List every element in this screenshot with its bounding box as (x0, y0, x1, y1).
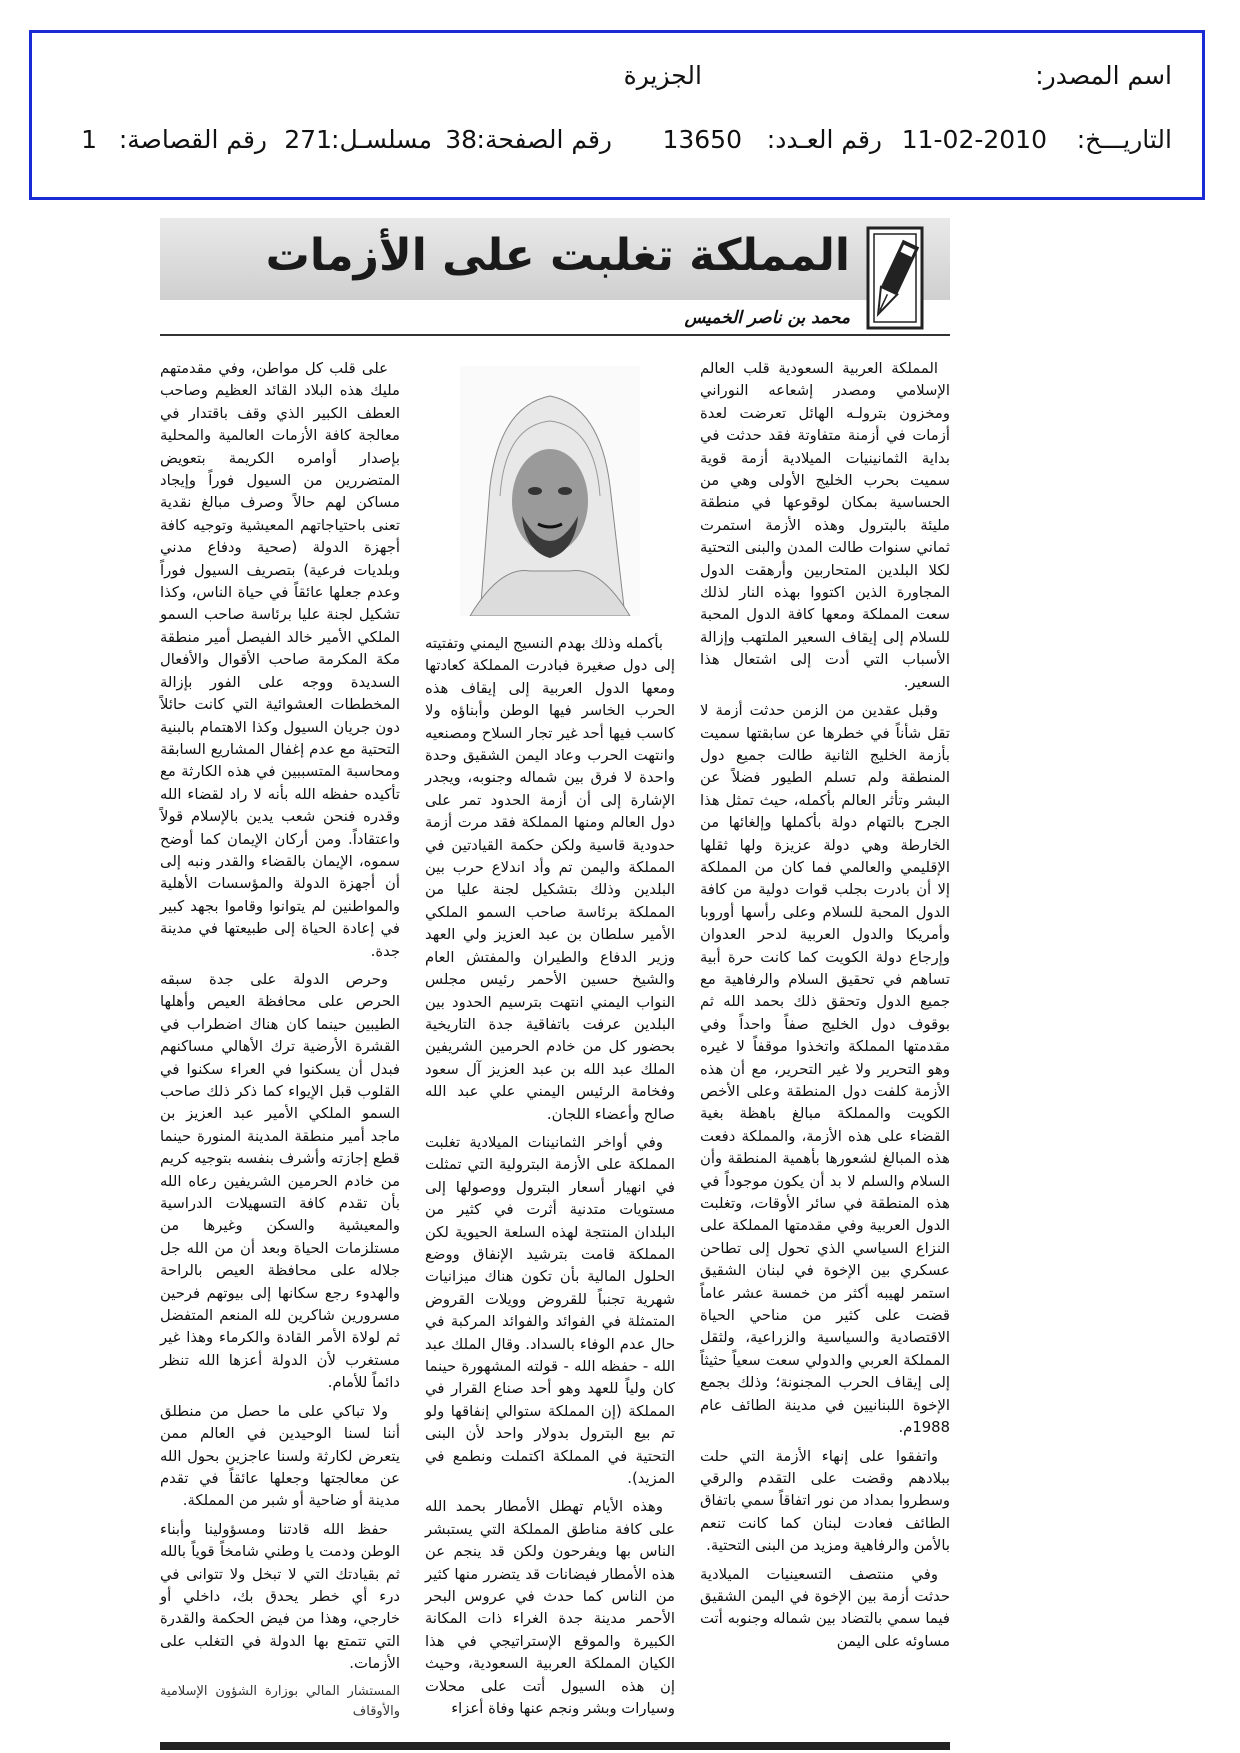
paragraph: وحرص الدولة على جدة سبقه الحرص على محافظة العيص وأهلها الطيبين حينما كان هناك اضطراب في القشرة الأرضية ترك الأهالي مساكنهم فبدل أن يسكنوا في العراء سكنوا في القلوب قبل الإيواء كما ذكر ذلك صاحب السمو الملكي الأمير عبد العزيز بن ماجد أمير منطقة المدينة المنورة حينما قطع إجازته وأشرف بنفسه بتوجيه كريم من خادم الحرمين الشريفين رعاه الله بأن تقدم كافة التسهيلات الدراسية والمعيشية والسكن وغيرها من مستلزمات الحياة وبعد أن من الله جل جلاله على محافظة العيص بالراحة والهدوء رجع سكانها إلى بيوتهم فرحين مسرورين شاكرين لله المنعم المتفضل ثم لولاة الأمر القادة والكرماء وهذا غير مستغرب لأن الدولة أعزها الله تنظر دائماً للأمام. (160, 970, 400, 1392)
clip-label: رقم القصاصة: (118, 125, 267, 154)
serial-value: 271 (284, 125, 332, 154)
column-middle (425, 633, 675, 1727)
paragraph: على قلب كل مواطن، وفي مقدمتهم مليك هذه البلاد القائد العظيم وصاحب العطف الكبير الذي وقف باقتدار في معالجة كافة الأزمات العالمية والمحلية بإصدار أوامره الكريمة بتعويض المتضررين من السيول فوراً وإيجاد مساكن لهم حالاً وصرف مبالغ نقدية تعنى باحتياجاتهم المعيشية وتوجيه كافة أجهزة الدولة (صحية ودفاع مدني وبلديات فرعية) بتصريف السيول فوراً وعدم جعلها عائقاً في حياة الناس، وكذا تشكيل لجنة عليا برئاسة صاحب السمو الملكي الأمير خالد الفيصل أمير منطقة مكة المكرمة صاحب الأقوال والأفعال السديدة ووجه على الفور بإزالة المخططات العشوائية التي كانت حائلاً دون جريان السيول وكذا الاهتمام بالبنية التحتية مع عدم إغفال المشاريع السابقة ومحاسبة المتسببين في هذه الكارثة مع تأكيده حفظه الله بأنه لا راد لقضاء الله وقدره فنحن شعب يدين بالإسلام قولاً واعتقاداً. ومن أركان الإيمان كما أوضح سموه، الإيمان بالقضاء والقدر ونبه إلى أن أجهزة الدولة والمؤسسات الأهلية والمواطنين لم يتوانوا وقاموا بجهد كبير في إعادة الحياة إلى طبيعتها في مدينة جدة. (160, 360, 400, 960)
column-left (160, 358, 400, 1728)
author-signature: المستشار المالي بوزارة الشؤون الإسلامية والأوقاف (160, 1683, 400, 1719)
paragraph: بأكمله وذلك بهدم النسيج اليمني وتفتيته إلى دول صغيرة فبادرت المملكة كعادتها ومعها الدول العربية إلى إيقاف هذه الحرب الخاسر فيها الوطن وأبناؤه ولا كاسب فيها أحد غير تجار السلاح ومصنعيه وانتهت الحرب وعاد اليمن الشقيق وحدة واحدة لا فرق بين شماله وجنوبه، ويجدر الإشارة إلى أن أزمة الحدود تمر على دول العالم ومنها المملكة فقد مرت أزمة حدودية قاسية ولكن حكمة القيادتين في المملكة واليمن تم وأد اندلاع حرب بين البلدين وذلك بتشكيل لجنة عليا من المملكة برئاسة صاحب السمو الملكي الأمير سلطان بن عبد العزيز ولي العهد وزير الدفاع والطيران والمفتش العام والشيخ حسين الأحمر رئيس مجلس النواب اليمني انتهت بترسيم الحدود بين البلدين عرفت باتفاقية جدة التاريخية بحضور كل من خادم الحرمين الشريفين الملك عبد الله بن عبد العزيز آل سعود وفخامة الرئيس اليمني علي عبد الله صالح وأعضاء اللجان. (425, 635, 675, 1123)
serial-label: مسلسـل: (331, 125, 432, 154)
source-label: اسم المصدر: (1035, 61, 1172, 90)
paragraph: حفظ الله قادتنا ومسؤولينا وأبناء الوطن ودمت يا وطني شامخاً قوياً بالله ثم بقيادتك التي لا تبخل ولا تتوانى في درء أي خطر يحدق بك، داخلي أو خارجي، وهذا من فيض الحكمة والقدرة التي تتمتع بها الدولة في التغلب على الأزمات. (160, 1520, 400, 1673)
paragraph: المملكة العربية السعودية قلب العالم الإسلامي ومصدر إشعاعه النوراني ومخزون بترولـه الهائل تعرضت لعدة أزمات في أزمنة متفاوتة فقد حدثت في بداية الثمانينيات الميلادية أزمة قوية سميت بحرب الخليج الأولى وهي من الحساسية بمكان لوقوعها في منطقة مليئة بالبترول وهذه الأزمة استمرت ثماني سنوات طالت المدن والبنى التحتية لكلا البلدين المتحاربين وأرهقت الدول المجاورة الذين اكتووا بهذه النار لذلك سعت المملكة ومعها كافة الدول المحبة للسلام إلى إيقاف السعير الملتهب وإزالة الأسباب التي أدت إلى اشتعال هذا السعير. (700, 360, 950, 691)
header-row-source (62, 61, 1172, 101)
author-photo (460, 366, 640, 616)
bottom-rule (160, 1742, 950, 1750)
article-title: المملكة تغلبت على الأزمات (265, 230, 850, 281)
issue-value: 13650 (662, 125, 742, 154)
page-value: 38 (445, 125, 477, 154)
paragraph: وفي منتصف التسعينيات الميلادية حدثت أزمة بين الإخوة في اليمن الشقيق فيما سمي بالتضاد بين شماله وجنوبه أتت مساوئه على اليمن (700, 1565, 950, 1650)
page-label: رقم الصفحة: (476, 125, 612, 154)
header-row-meta (62, 125, 1172, 165)
clipping-header (29, 30, 1205, 200)
paragraph: واتفقوا على إنهاء الأزمة التي حلت ببلادهم وقضت على التقدم والرقي وسطروا بمداد من نور اتفاقاً سمي باتفاق الطائف فعادت لبنان كما كانت تنعم بالأمن والرفاهية ومزيد من البنى التحتية. (700, 1447, 950, 1555)
issue-label: رقم العـدد: (766, 125, 882, 154)
paragraph: وهذه الأيام تهطل الأمطار بحمد الله على كافة مناطق المملكة التي يستبشر الناس بها ويفرحون ولكن قد ينجم عن هذه الأمطار فيضانات قد يتضرر منها كثير من الناس كما حدث في عروس البحر الأحمر مدينة جدة الغراء ذات المكانة الكبيرة والموقع الإستراتيجي في هذا الكيان المملكة العربية السعودية، وحيث إن هذه السيول أتت على محلات وسيارات وبشر ونجم عنها وفاة أعزاء (425, 1498, 675, 1718)
article-author: محمد بن ناصر الخميس (684, 308, 850, 328)
date-label: التاريـــخ: (1076, 125, 1172, 154)
paragraph: وقبل عقدين من الزمن حدثت أزمة لا تقل شأناً في خطرها عن سابقتها سميت بأزمة الخليج الثانية طالت جميع دول المنطقة ولم تسلم الطيور فضلاً عن البشر وتأثر العالم بأكمله، حيث تمثل هذا الجرح بالتهام دولة بأكملها وإلغائها من الخارطة وهي دولة عزيزة ولها ثقلها الإقليمي والعالمي فما كان من المملكة إلا أن بادرت بجلب قوات دولية من كافة الدول المحبة للسلام وعلى رأسها أوروبا وأمريكا والدول العربية لدحر العدوان وإرجاع دولة الكويت كما كانت حرة أبية تساهم في تحقيق السلام والرفاهية مع جميع الدول وتحقق ذلك بحمد الله ثم بوقوف دول الخليج صفاً واحداً وفي مقدمتها المملكة واتخذوا موقفاً لا غيره وهو التحرير ولا غير التحرير، مع أن هذه الأزمة كلفت دول المنطقة وعلى الأخص الكويت والمملكة مبالغ باهظة بغية القضاء على هذه الأزمة، والمملكة دفعت هذه المبالغ لشعورها بأهمية المنطقة وأن السلام والسلم لا بد أن يكون موجوداً في هذه المنطقة في سائر الأوقات، وتغلبت الدول العربية وفي مقدمتها المملكة على النزاع السياسي الذي تحول إلى تطاحن عسكري بين الإخوة في لبنان الشقيق استمر لهيبه أكثر من خمسة عشر عاماً قضت على كثير من مناحي الحياة الاقتصادية والسياسية والزراعية، ولثقل المملكة العربي والدولي سعت سعياً حثيثاً إلى إيقاف الحرب المجنونة؛ وذلك بجمع الإخوة اللبنانيين في مدينة الطائف عام 1988م. (700, 702, 950, 1437)
clip-value: 1 (81, 125, 97, 154)
author-rule (160, 334, 950, 336)
source-value: الجزيرة (623, 61, 702, 90)
article (160, 218, 950, 1748)
date-value: 11-02-2010 (901, 125, 1047, 154)
pen-icon (862, 222, 928, 334)
paragraph: ولا تباكي على ما حصل من منطلق أننا لسنا الوحيدين في العالم ممن يتعرض لكارثة ولسنا عاجزين بحول الله عن معالجتها وجعلها عائقاً في تقدم مدينة أو ضاحية أو شبر من المملكة. (160, 1402, 400, 1510)
column-right (700, 358, 950, 1659)
paragraph: وفي أواخر الثمانينات الميلادية تغلبت المملكة على الأزمة البترولية التي تمثلت في انهيار أسعار البترول ووصولها إلى مستويات متدنية أثرت في كثير من البلدان المنتجة لهذه السلعة الحيوية لكن المملكة قامت بترشيد الإنفاق ووضع الحلول المالية بأن تكون هناك ميزانيات شهرية تجنباً للقروض وويلات القروض المتمثلة في الفوائد والفوائد المركبة في حال عدم الوفاء بالسداد. وقال الملك عبد الله - حفظه الله - قولته المشهورة حينما كان ولياً للعهد وهو أحد صناع القرار في المملكة (إن المملكة ستوالي إنفاقها ولو تم بيع البترول بدولار واحد لأن البنى التحتية في المملكة اكتملت ونطمع في المزيد). (425, 1133, 675, 1488)
